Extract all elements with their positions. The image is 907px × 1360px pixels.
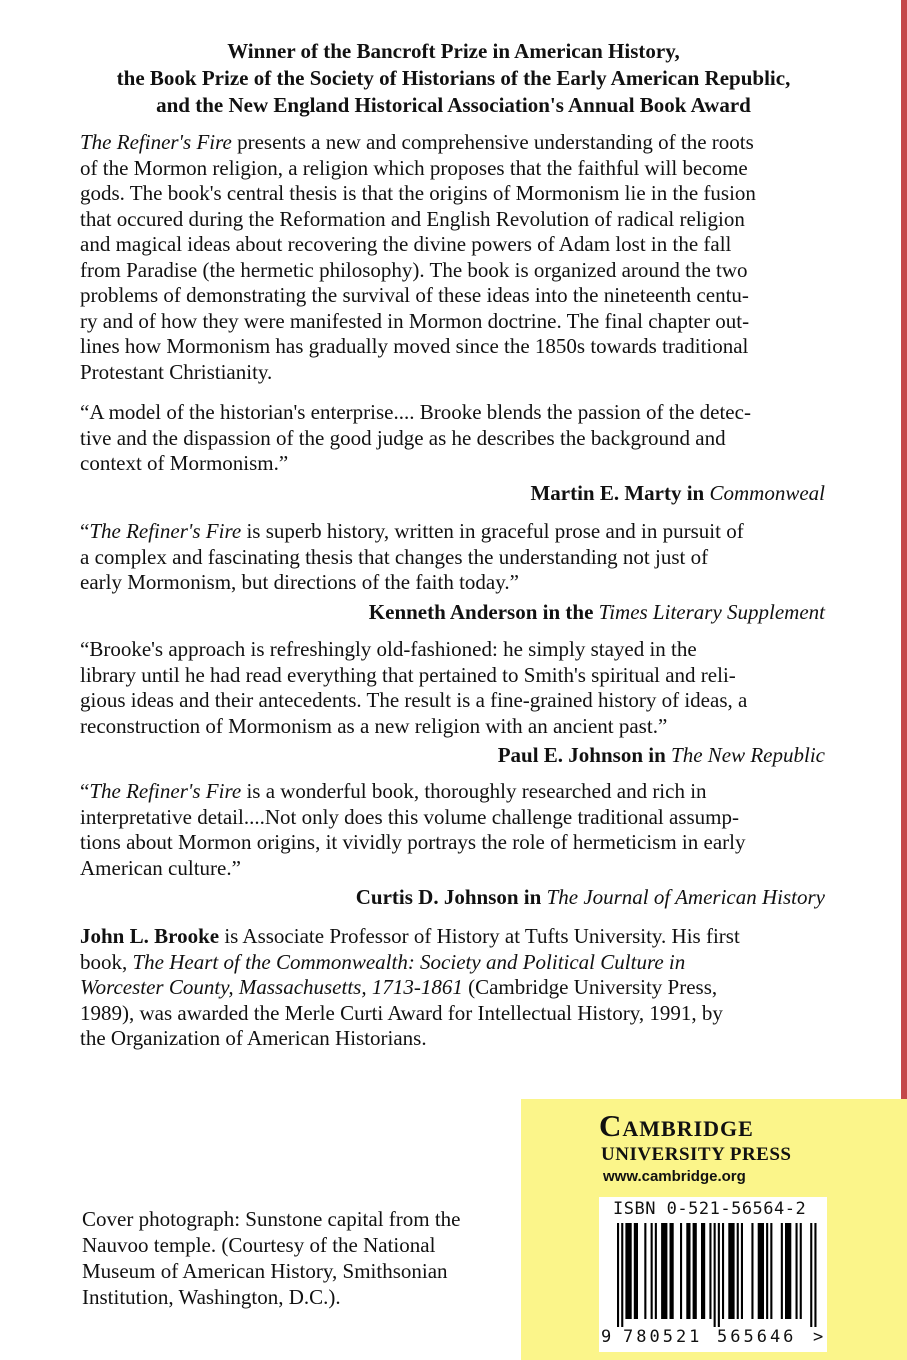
barcode-bar [621,1223,623,1327]
description-line: and magical ideas about recovering the divine powers of Adam lost in the fall [80,232,732,256]
bio-line: book, The Heart of the Commonwealth: Society and Political Culture in [80,949,686,974]
barcode-bar [625,1223,631,1319]
barcode-bar [686,1223,690,1319]
author-bio [80,924,826,1052]
barcode-bar [722,1223,724,1319]
barcode-bar [741,1223,743,1319]
bio-line: the Organization of American Historians. [80,1026,427,1050]
barcode-panel: ISBN 0-521-56564-2 9 780521 565646 > [599,1197,827,1352]
description-line: The Refiner's Fire presents a new and comprehensive understanding of the roots [80,130,754,154]
credit-line: Institution, Washington, D.C.). [82,1285,341,1309]
barcode-bar [644,1223,646,1319]
barcode-bar [670,1223,674,1319]
credit-line: Nauvoo temple. (Courtesy of the National [82,1233,436,1257]
description-line: of the Mormon religion, a religion which proposes that the faithful will become [80,155,748,180]
description-line: problems of demonstrating the survival of these ideas into the nineteenth centu- [80,283,749,307]
credit-line: Cover photograph: Sunstone capital from the [82,1207,461,1231]
barcode-bar [651,1223,653,1319]
publisher-name: Cambridge [599,1108,754,1143]
author-name: John L. Brooke [80,924,220,948]
barcode-bar [718,1223,720,1327]
description-line: gods. The book's central thesis is that the origins of Mormonism lie in the fusion [80,181,756,205]
review-attribution: Paul E. Johnson in The New Republic [497,743,825,767]
barcode-bar [810,1223,812,1327]
description-line: ry and of how they were manifested in Mormon doctrine. The final chapter out- [80,308,750,333]
review-quote [80,637,826,739]
awards-line: the Book Prize of the Society of Historians of the Early American Republic, [116,66,791,90]
review-line: “A model of the historian's enterprise.... Brooke blends the passion of the detec- [80,400,751,424]
review-line: tive and the dispassion of the good judge as he describes the background and [80,425,726,450]
review-line: tions about Mormon origins, it vividly portrays the role of hermeticism in early [80,830,746,854]
barcode-bar [680,1223,682,1319]
barcode-bar [693,1223,697,1319]
review-attribution: Curtis D. Johnson in The Journal of American History [355,885,825,909]
barcode-bar [728,1223,734,1319]
description-line: Protestant Christianity. [80,359,273,384]
review-line: gious ideas and their antecedents. The result is a fine-grained history of ideas, a [80,688,748,712]
barcode-bar [701,1223,705,1319]
barcode-bar [800,1223,802,1319]
review-quote [80,400,826,477]
review-line: “The Refiner's Fire is a wonderful book, thoroughly researched and rich in [80,779,707,803]
barcode-bar [634,1223,638,1319]
barcode-bar [737,1223,739,1319]
barcode-bar [709,1223,711,1319]
review-line: interpretative detail....Not only does this volume challenge traditional assump- [80,804,739,829]
bio-line: Worcester County, Massachusetts, 1713-1861 (Cambridge University Press, [80,975,718,999]
review-quote [80,779,826,881]
review-line: early Mormonism, but directions of the faith today.” [80,570,519,594]
publisher-subtitle: UNIVERSITY PRESS [601,1144,792,1165]
barcode-bar [766,1223,768,1319]
barcode-icon [599,1223,827,1327]
review-line: reconstruction of Mormonism as a new religion with an ancient past.” [80,713,668,738]
barcode-bar [617,1223,619,1327]
book-title: The Refiner's Fire [80,130,232,154]
barcode-bar [661,1223,667,1319]
review-line: “Brooke's approach is refreshingly old-fashioned: he simply stayed in the [80,637,697,661]
review-line: a complex and fascinating thesis that changes the understanding not just of [80,544,709,569]
awards-line: and the New England Historical Association's Annual Book Award [156,93,751,117]
bio-line: John L. Brooke is Associate Professor of History at Tufts University. His first [80,924,740,948]
review-line: “The Refiner's Fire is superb history, written in graceful prose and in pursuit of [80,519,744,543]
barcode-bar [714,1223,716,1327]
barcode-bar [785,1223,791,1319]
barcode-bar [655,1223,657,1319]
description-line: that occured during the Reformation and English Revolution of radical religion [80,206,745,231]
barcode-bar [781,1223,783,1319]
description-line: from Paradise (the hermetic philosophy). The book is organized around the two [80,257,748,282]
publisher-url: www.cambridge.org [603,1168,746,1185]
barcode-bar [758,1223,764,1319]
isbn-number: ISBN 0-521-56564-2 [613,1199,807,1219]
awards-line: Winner of the Bancroft Prize in American History, [227,39,680,63]
barcode-bar [751,1223,753,1319]
cover-credit [82,1206,502,1310]
credit-line: Museum of American History, Smithsonian [82,1259,448,1283]
review-line: context of Mormonism.” [80,451,289,475]
bio-line: 1989), was awarded the Merle Curti Award for Intellectual History, 1991, by [80,1000,723,1025]
review-quote [80,519,826,596]
book-description [80,130,826,385]
barcode-bar [814,1223,816,1327]
awards-heading [40,38,867,119]
review-line: library until he had read everything that pertained to Smith's spiritual and reli- [80,662,736,687]
review-attribution: Kenneth Anderson in the Times Literary Supplement [368,600,825,624]
review-line: American culture.” [80,855,241,880]
barcode-bar [796,1223,798,1319]
publisher-box [521,1099,907,1360]
barcode-bar [770,1223,772,1319]
review-attribution: Martin E. Marty in Commonweal [530,481,825,505]
description-line: lines how Mormonism has gradually moved since the 1850s towards traditional [80,334,749,358]
